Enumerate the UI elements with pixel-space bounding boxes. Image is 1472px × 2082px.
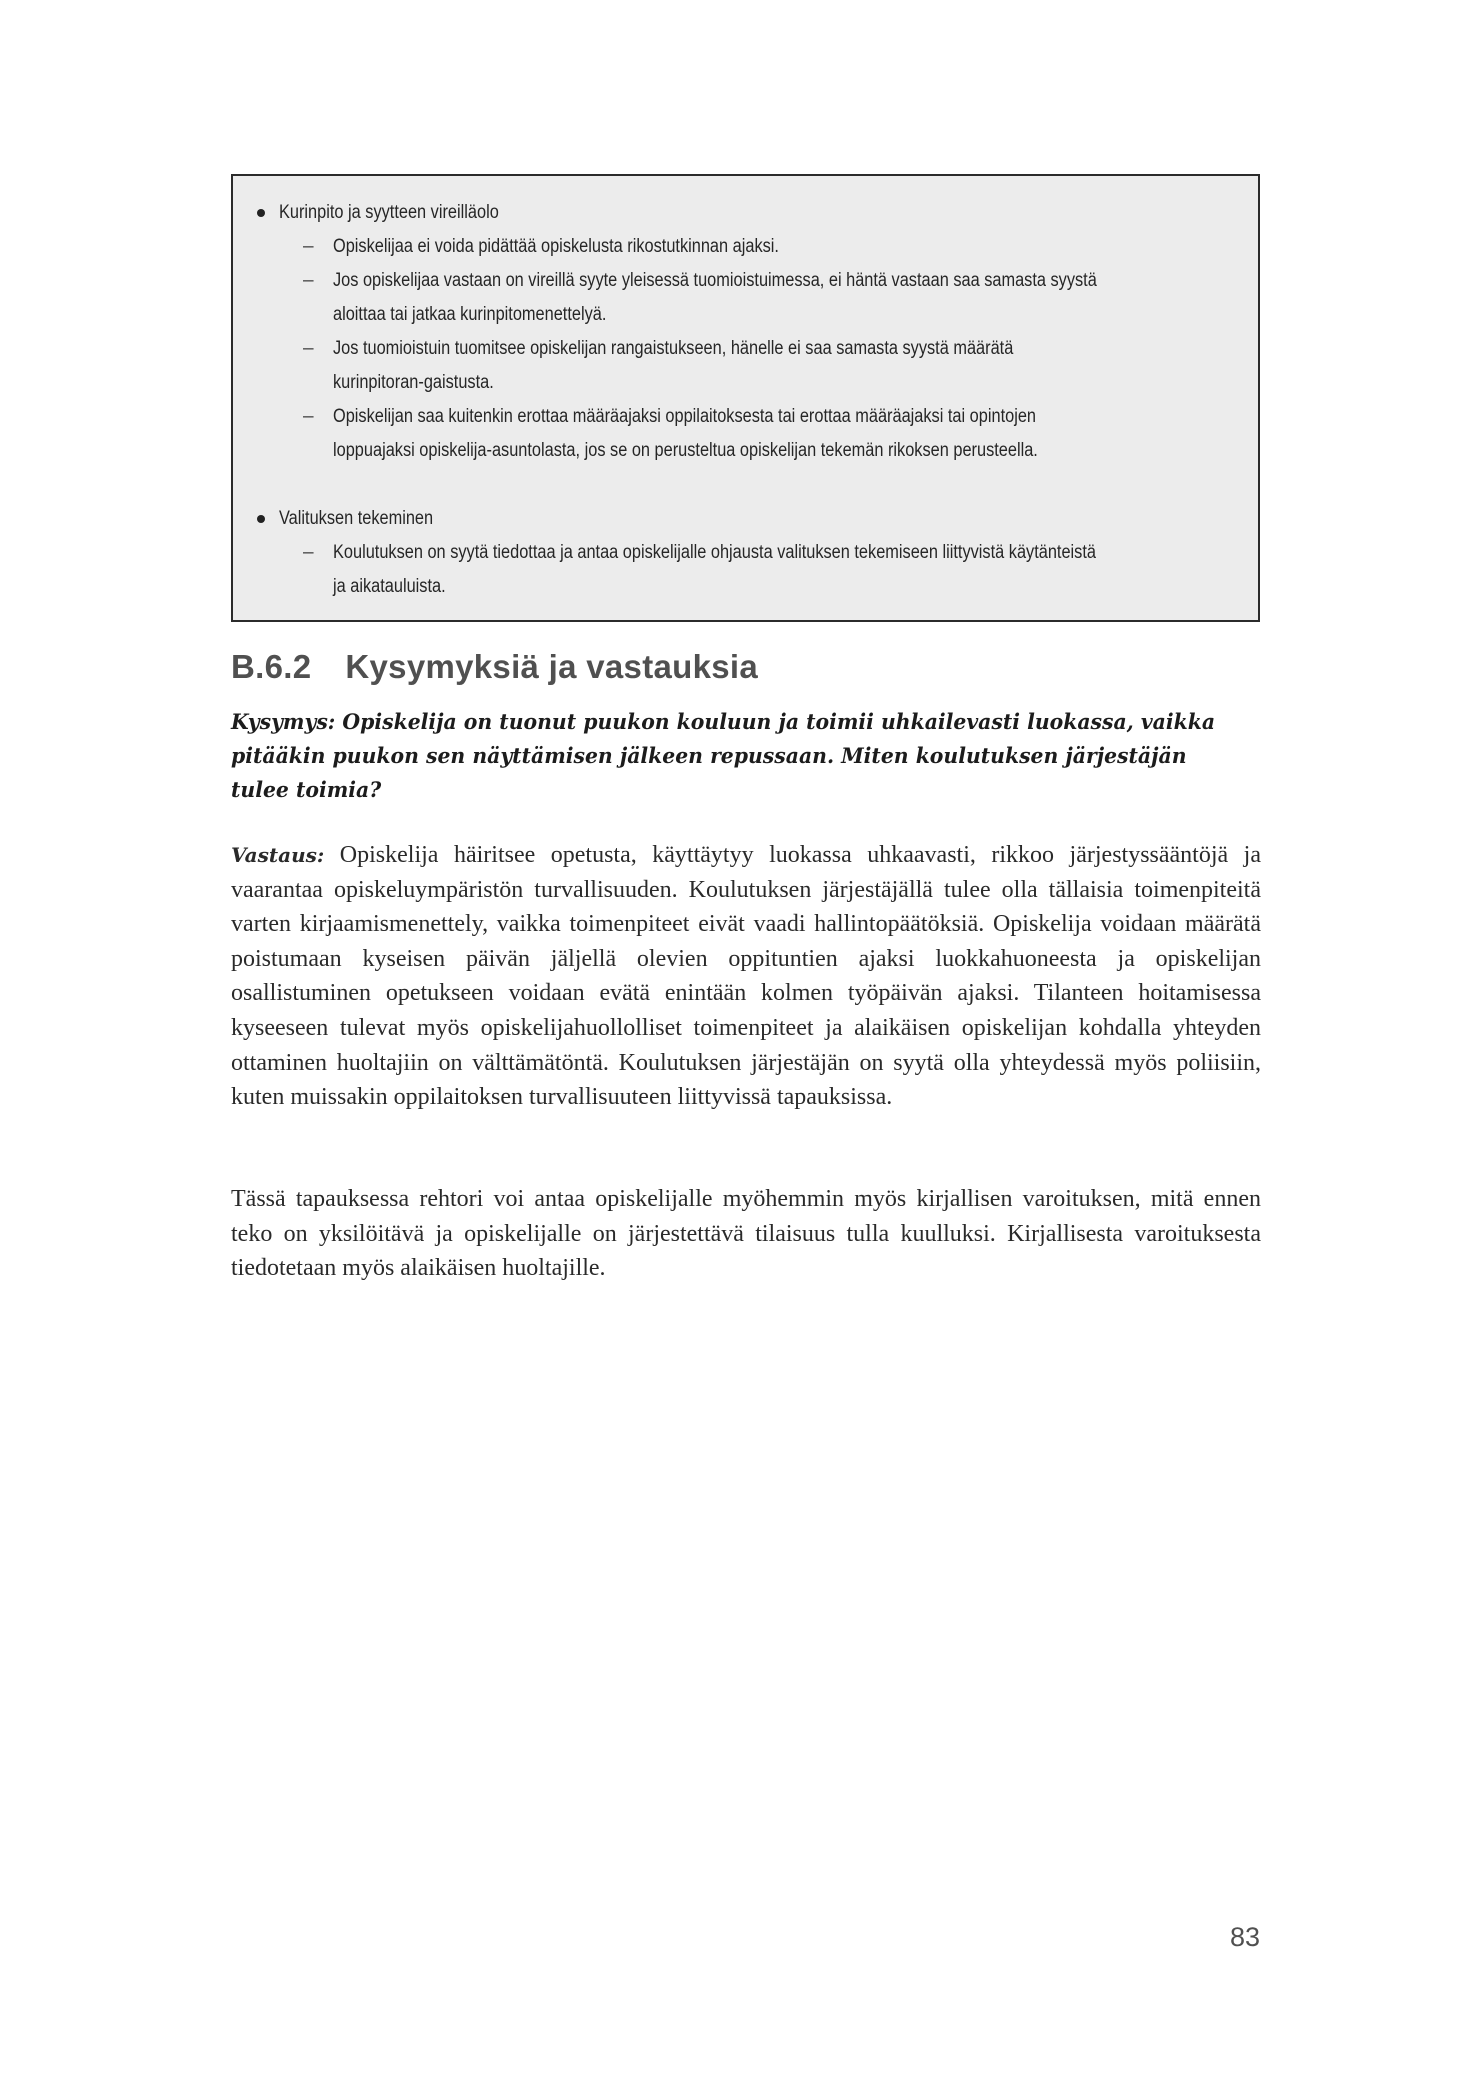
question-text: Kysymys: Opiskelija on tuonut puukon kouluun ja toimii uhkailevasti luokassa, vaikka pitääkin puukon sen näyttämisen jälkeen repussaan. Miten koulutuksen järjestäjän tulee toimia? bbox=[231, 709, 1216, 802]
dash-item-text: Opiskelijan saa kuitenkin erottaa määräajaksi oppilaitoksesta tai erottaa määräajaksi tai opintojen loppuajaksi opiskelija-asuntolasta, jos se on perusteltua opiskelijan tekemän rikoksen perusteella. bbox=[333, 406, 1038, 461]
section-heading bbox=[231, 648, 758, 686]
answer-paragraph bbox=[231, 838, 1261, 1115]
answer-body: Opiskelija häiritsee opetusta, käyttäytyy luokassa uhkaavasti, rikkoo järjestyssääntöjä ja vaarantaa opiskeluympäristön turvallisuuden. Koulutuksen järjestäjällä tulee olla tällaisia toimenpiteitä varten kirjaamismenettely, vaikka toimenpiteet eivät vaadi hallintopäätöksiä. Opiskelija voidaan määrätä poistumaan kyseisen päivän jäljellä olevien oppituntien ajaksi luokkahuoneesta ja opiskelijan osallistuminen opetukseen voidaan evätä enintään kolmen työpäivän ajaksi. Tilanteen hoitamisessa kyseeseen tulevat myös opiskelijahuollolliset toimenpiteet ja alaikäisen opiskelijan kohdalla yhteyden ottaminen huoltajiin on välttämätöntä. Koulutuksen järjestäjän on syytä olla yhteydessä myös poliisiin, kuten muissakin oppilaitoksen turvallisuuteen liittyvissä tapauksissa. bbox=[231, 842, 1262, 1111]
dash-item bbox=[303, 332, 1230, 400]
box-section-discipline bbox=[255, 196, 1230, 468]
dash-item-text: Koulutuksen on syytä tiedottaa ja antaa opiskelijalle ohjausta valituksen tekemiseen liittyvistä käytänteistä ja aikatauluista. bbox=[333, 542, 1096, 597]
dash-item bbox=[303, 536, 1230, 604]
bullet-icon bbox=[257, 209, 265, 217]
dash-icon: – bbox=[303, 338, 314, 359]
dash-icon: – bbox=[303, 406, 314, 427]
dash-item bbox=[303, 264, 1230, 332]
bullet-item bbox=[255, 502, 1230, 536]
dash-item bbox=[303, 230, 1230, 264]
bullet-item bbox=[255, 196, 1230, 230]
dash-icon: – bbox=[303, 236, 314, 257]
page-number: 83 bbox=[1229, 1922, 1260, 1952]
bullet-icon bbox=[257, 515, 265, 523]
dash-icon: – bbox=[303, 270, 314, 291]
dash-icon: – bbox=[303, 542, 314, 563]
box-section-appeal bbox=[255, 502, 1230, 604]
box-section-heading: Valituksen tekeminen bbox=[279, 508, 434, 529]
answer-paragraph: Tässä tapauksessa rehtori voi antaa opiskelijalle myöhemmin myös kirjallisen varoituksen, mitä ennen teko on yksilöitävä ja opiskelijalle on järjestettävä tilaisuus tulla kuulluksi. Kirjallisesta varoituksesta tiedotetaan myös alaikäisen huoltajille. bbox=[231, 1186, 1261, 1282]
section-title: Kysymyksiä ja vastauksia bbox=[345, 648, 759, 685]
dash-item bbox=[303, 400, 1230, 468]
box-section-heading: Kurinpito ja syytteen vireilläolo bbox=[279, 202, 499, 223]
dash-item-text: Jos tuomioistuin tuomitsee opiskelijan rangaistukseen, hänelle ei saa samasta syystä määrätä kurinpitoran-gaistusta. bbox=[333, 338, 1014, 393]
dash-item-text: Opiskelijaa ei voida pidättää opiskelusta rikostutkinnan ajaksi. bbox=[333, 236, 779, 257]
section-number: B.6.2 bbox=[231, 648, 312, 685]
info-box bbox=[231, 174, 1260, 622]
dash-item-text: Jos opiskelijaa vastaan on vireillä syyte yleisessä tuomioistuimessa, ei häntä vastaan saa samasta syystä aloittaa tai jatkaa kurinpitomenettelyä. bbox=[333, 270, 1097, 325]
answer-label: Vastaus: bbox=[231, 843, 325, 867]
